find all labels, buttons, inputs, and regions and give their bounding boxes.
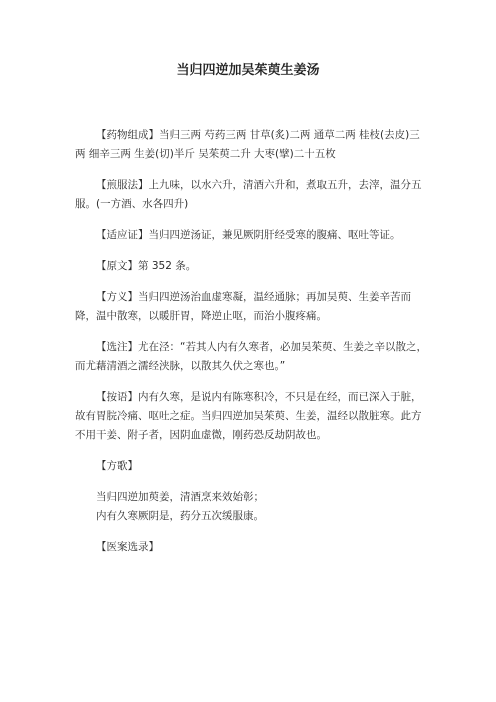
song-heading: 【方歌】	[96, 460, 138, 472]
commentary-paragraph: 【按语】内有久寒，是说内有陈寒积冷，不只是在经，而已深入于脏，故有胃脘冷痛、呕吐之症。当归四逆加吴茱萸、生姜，温经以散脏寒。此方不用干姜、附子者，因阴血虚微，刚药恐反劫阴故也。	[75, 391, 422, 441]
annotation-paragraph: 【选注】尤在泾：“若其人内有久寒者，必加吴茱萸、生姜之辛以散之，而尤藉清酒之濡经浃脉，以散其久伏之寒也。”	[75, 341, 427, 372]
document-title: 当归四逆加吴茱萸生姜汤	[176, 63, 320, 78]
original-text-paragraph: 【原文】第 352 条。	[96, 260, 197, 272]
document-body	[75, 126, 427, 569]
cases-heading: 【医案选录】	[96, 541, 159, 553]
composition-paragraph: 【药物组成】当归三两 芍药三两 甘草(炙)二两 通草二两 桂枝(去皮)三两 细辛三两 生姜(切)半斤 吴茱萸二升 大枣(擘)二十五枚	[75, 129, 420, 160]
preparation-paragraph: 【煎服法】上九味，以水六升，清酒六升和，煮取五升，去滓，温分五服。(一方酒、水各四升)	[75, 179, 422, 210]
formula-meaning-paragraph: 【方义】当归四逆汤治血虚寒凝，温经通脉；再加吴萸、生姜辛苦而降，温中散寒，以暖肝胃，降逆止呕，而治小腹疼痛。	[75, 291, 411, 322]
indication-paragraph: 【适应证】当归四逆汤证，兼见厥阴肝经受寒的腹痛、呕吐等证。	[96, 229, 401, 241]
song-line-1: 当归四逆加萸姜，清酒烹来效始彰；	[96, 491, 264, 503]
song-line-2: 内有久寒厥阴是，药分五次缓服康。	[96, 510, 264, 522]
formula-song	[75, 488, 427, 526]
